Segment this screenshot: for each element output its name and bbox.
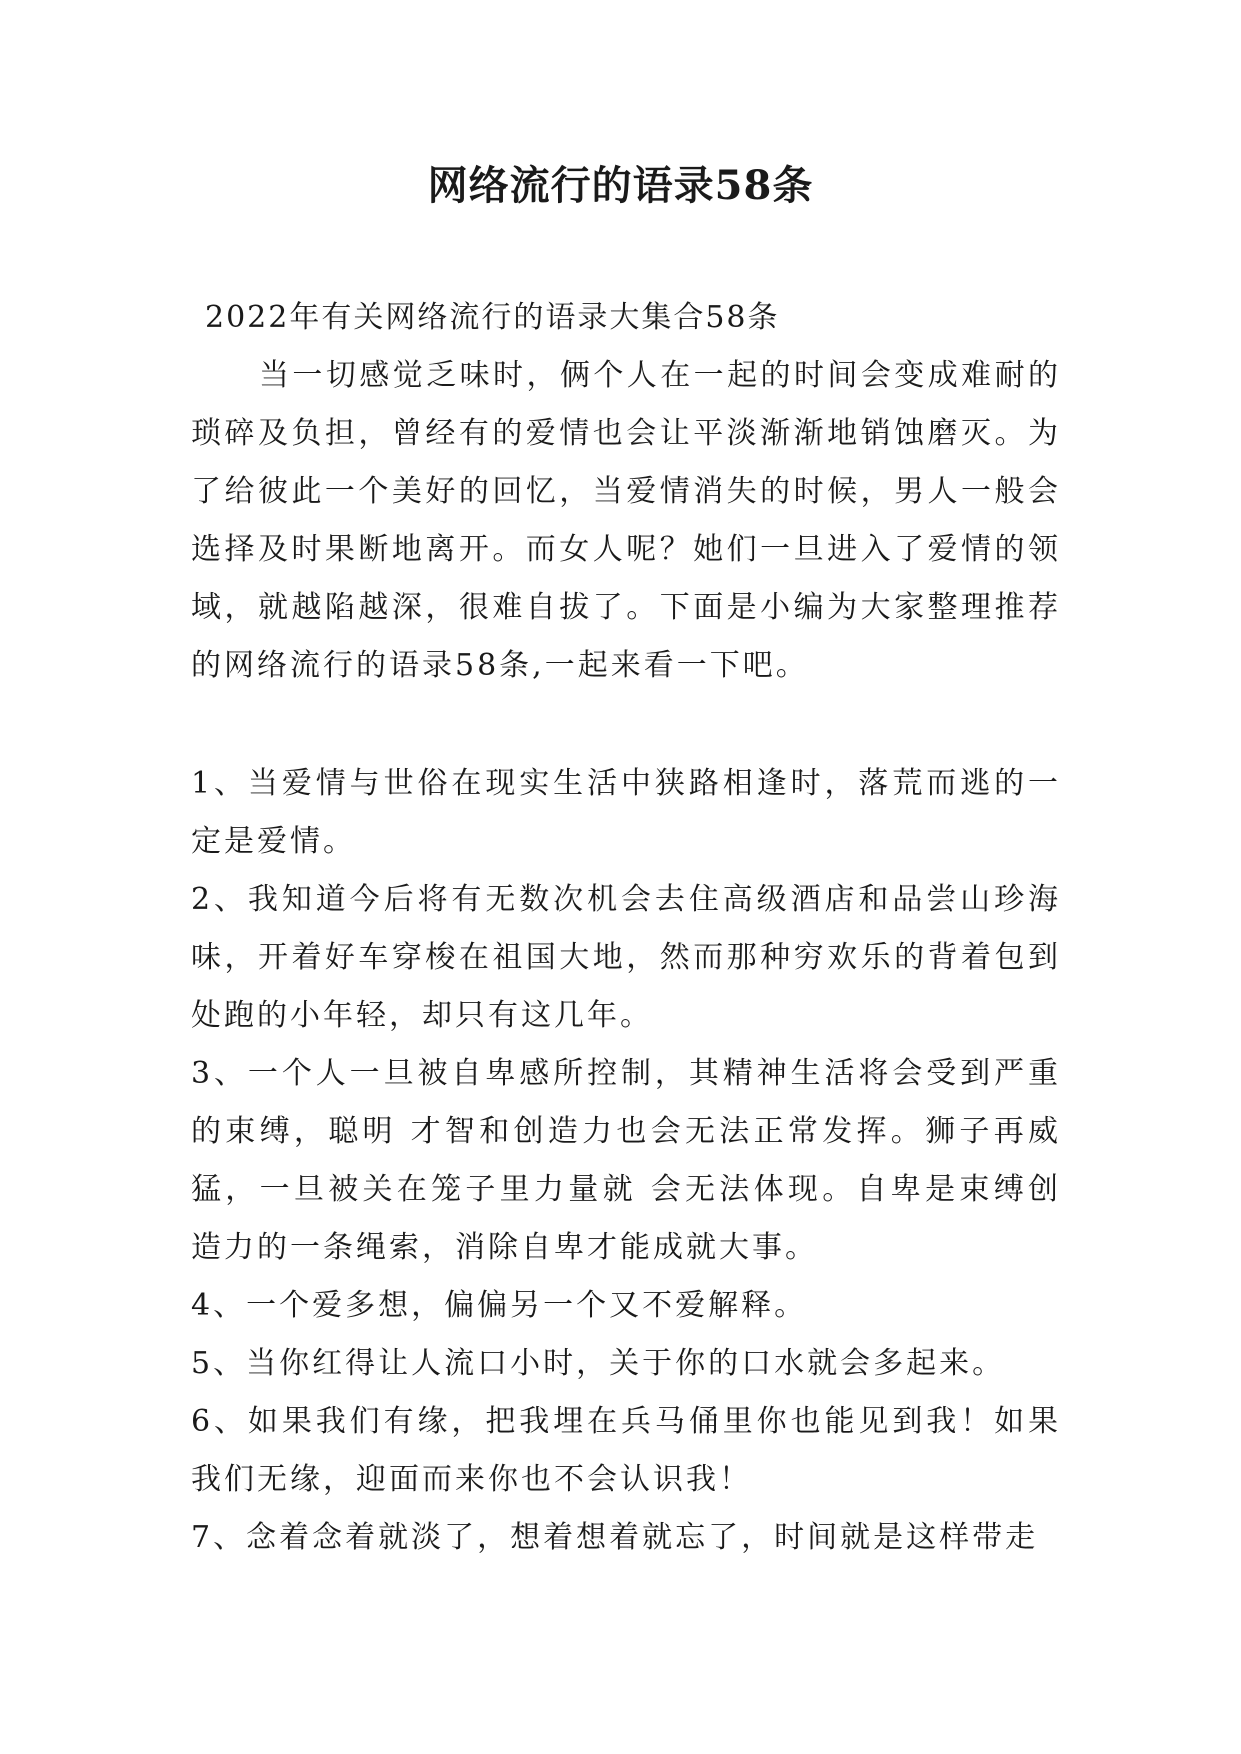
page-title: 网络流行的语录58条 bbox=[427, 162, 814, 209]
list-item: 3、一个人一旦被自卑感所控制，其精神生活将会受到严重的束缚，聪明 才智和创造力也会无法正常发挥。狮子再威猛，一旦被关在笼子里力量就 会无法体现。自卑是束缚创造力的一条绳索，消除自卑才能成就大事。 bbox=[191, 1056, 1061, 1265]
list-item: 6、如果我们有缘，把我埋在兵马俑里你也能见到我！如果我们无缘，迎面而来你也不会认识我！ bbox=[191, 1404, 1061, 1497]
list-item: 1、当爱情与世俗在现实生活中狭路相逢时，落荒而逃的一定是爱情。 bbox=[191, 766, 1061, 859]
list-item: 4、一个爱多想，偏偏另一个又不爱解释。 bbox=[191, 1288, 808, 1323]
list-item: 2、我知道今后将有无数次机会去住高级酒店和品尝山珍海味，开着好车穿梭在祖国大地，然而那种穷欢乐的背着包到处跑的小年轻，却只有这几年。 bbox=[191, 882, 1061, 1033]
intro-paragraph bbox=[191, 347, 1061, 695]
intro-text: 当一切感觉乏味时，俩个人在一起的时间会变成难耐的琐碎及负担，曾经有的爱情也会让平淡渐渐地销蚀磨灭。为了给彼此一个美好的回忆，当爱情消失的时候，男人一般会选择及时果断地离开。而女人呢？她们一旦进入了爱情的领域，就越陷越深，很难自拔了。下面是小编为大家整理推荐的网络流行的语录58条,一起来看一下吧。 bbox=[191, 358, 1061, 683]
list-item: 7、念着念着就淡了，想着想着就忘了，时间就是这样带走 bbox=[191, 1520, 1039, 1555]
list-item: 5、当你红得让人流口小时，关于你的口水就会多起来。 bbox=[191, 1346, 1006, 1381]
subtitle: 2022年有关网络流行的语录大集合58条 bbox=[205, 300, 780, 335]
quote-list bbox=[191, 755, 1061, 1567]
